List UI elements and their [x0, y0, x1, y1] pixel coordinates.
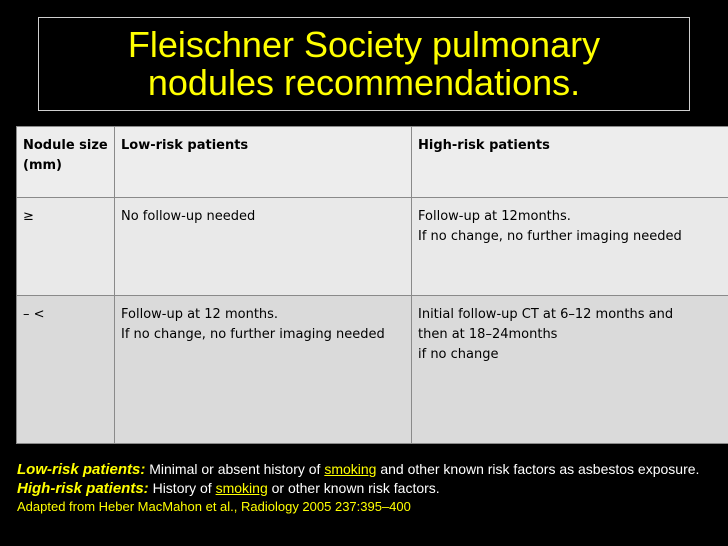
- high-risk-cell: [412, 198, 728, 296]
- high-risk-line: if no change: [418, 347, 499, 362]
- low-risk-line: If no change, no further imaging needed: [121, 327, 385, 342]
- table-row: [17, 296, 728, 444]
- size-value: ≥: [23, 209, 34, 224]
- low-risk-label: Low-risk patients:: [17, 461, 146, 478]
- table-header-row: [17, 127, 728, 198]
- size-cell: [17, 198, 115, 296]
- high-risk-cell: [412, 296, 728, 444]
- high-risk-text: History of: [148, 480, 216, 496]
- low-risk-note: [17, 460, 717, 479]
- table-row: [17, 198, 728, 296]
- low-risk-cell: [115, 198, 412, 296]
- title-box: [38, 17, 690, 111]
- high-risk-line: If no change, no further imaging needed: [418, 229, 682, 244]
- footnotes: [17, 460, 717, 516]
- low-risk-line: No follow-up needed: [121, 209, 256, 224]
- low-risk-text: Minimal or absent history of: [145, 461, 325, 477]
- recommendations-table: [16, 126, 728, 444]
- high-risk-text-end: or other known risk factors.: [267, 480, 440, 496]
- low-risk-line: Follow-up at 12 months.: [121, 307, 279, 322]
- header-nodule-size: Nodule size (mm): [17, 127, 115, 198]
- high-risk-line: Initial follow-up CT at 6–12 months and: [418, 307, 674, 322]
- slide-title: Fleischner Society pulmonary nodules recommendations.: [127, 24, 601, 103]
- high-risk-note: [17, 479, 717, 498]
- source-citation: Adapted from Heber MacMahon et al., Radiology 2005 237:395–400: [17, 499, 411, 514]
- low-risk-cell: [115, 296, 412, 444]
- header-high-risk: High-risk patients: [412, 127, 728, 198]
- high-risk-line: then at 18–24months: [418, 327, 558, 342]
- smoking-link[interactable]: smoking: [215, 480, 268, 496]
- size-value: – <: [23, 307, 45, 322]
- high-risk-line: Follow-up at 12months.: [418, 209, 571, 224]
- size-cell: [17, 296, 115, 444]
- high-risk-label: High-risk patients:: [17, 480, 149, 497]
- smoking-link[interactable]: smoking: [324, 461, 377, 477]
- header-low-risk: Low-risk patients: [115, 127, 412, 198]
- low-risk-text-end: and other known risk factors as asbestos exposure.: [376, 461, 700, 477]
